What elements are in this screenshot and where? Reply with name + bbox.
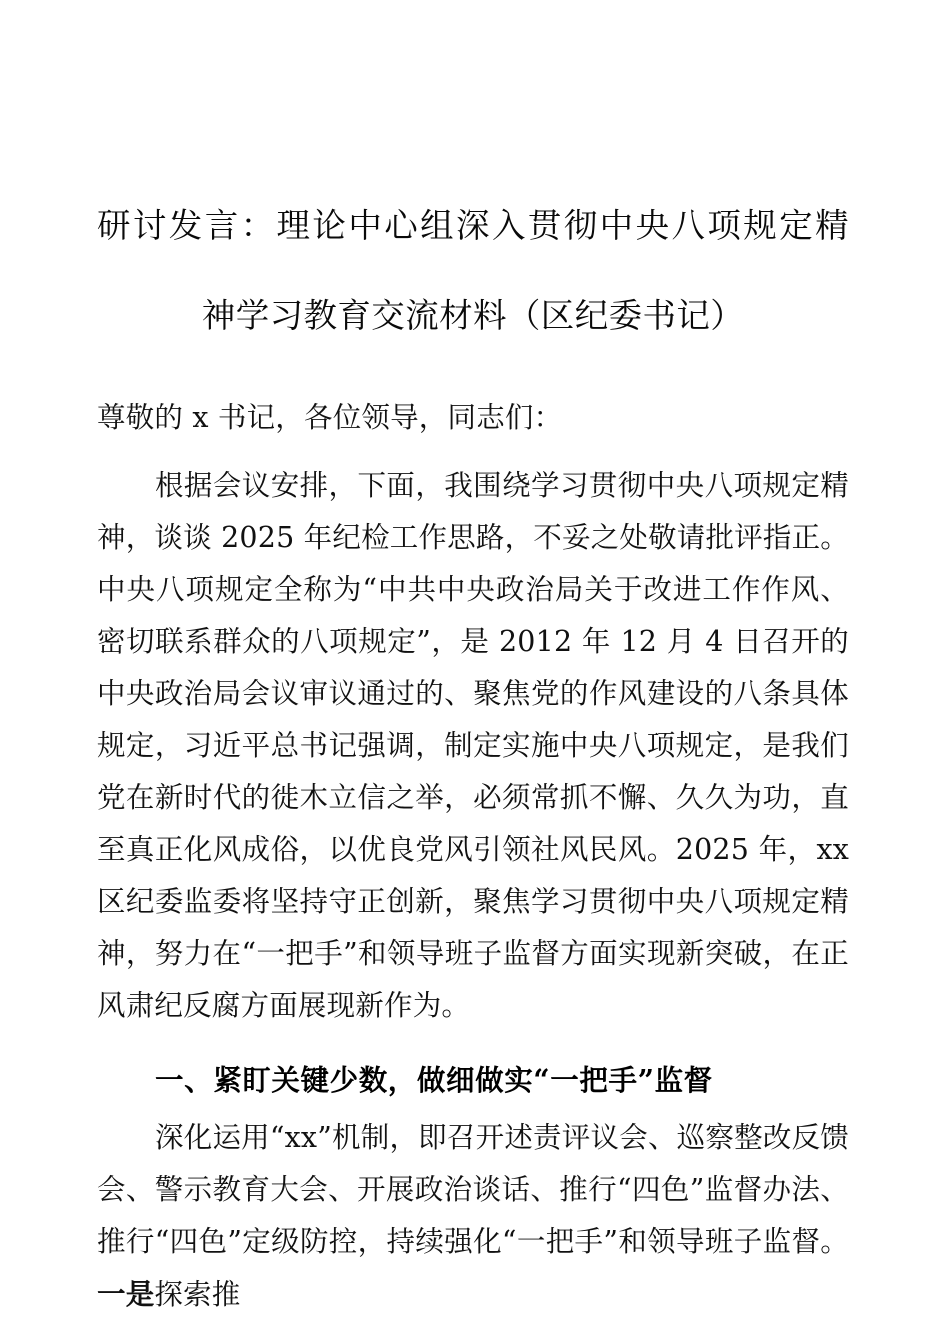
page-title-line-1: 研讨发言：理论中心组深入贯彻中央八项规定精: [97, 208, 849, 245]
salutation-line: 尊敬的 x 书记，各位领导，同志们：: [97, 401, 563, 434]
document-content: [97, 0, 849, 1321]
page-title: [97, 0, 849, 348]
section-heading-1: 一、紧盯关键少数，做细做实“一把手”监督: [155, 1063, 713, 1097]
page-title-line-2: 神学习教育交流材料（区纪委书记）: [201, 298, 745, 335]
bold-marker-yishi: 一是: [97, 1277, 155, 1311]
spacer: [97, 444, 849, 460]
paragraph-section-1-lead: 深化运用“xx”机制，即召开述责评议会、巡察整改反馈会、警示教育大会、开展政治谈话、推行“四色”监督办法、推行“四色”定级防控，持续强化“一把手”和领导班子监督。: [97, 1121, 849, 1258]
document-body: [97, 392, 849, 1321]
paragraph-intro: 根据会议安排，下面，我围绕学习贯彻中央八项规定精神，谈谈 2025 年纪检工作思路，不妥之处敬请批评指正。中央八项规定全称为“中共中央政治局关于改进工作作风、密切联系群众的八项规定”，是 2012 年 12 月 4 日召开的中央政治局会议审议通过的、聚焦党的作风建设的八条具体规定，习近平总书记强调，制定实施中央八项规定，是我们党在新时代的徙木立信之举，必须常抓不懈、久久为功，直至真正化风成俗，以优良党风引领社风民风。2025 年，xx 区纪委监委将坚持守正创新，聚焦学习贯彻中央八项规定精神，努力在“一把手”和领导班子监督方面实现新突破，在正风肃纪反腐方面展现新作为。: [97, 469, 849, 1022]
paragraph-section-1-tail: 探索推: [154, 1278, 241, 1311]
paragraph-section-1: [97, 1112, 849, 1321]
